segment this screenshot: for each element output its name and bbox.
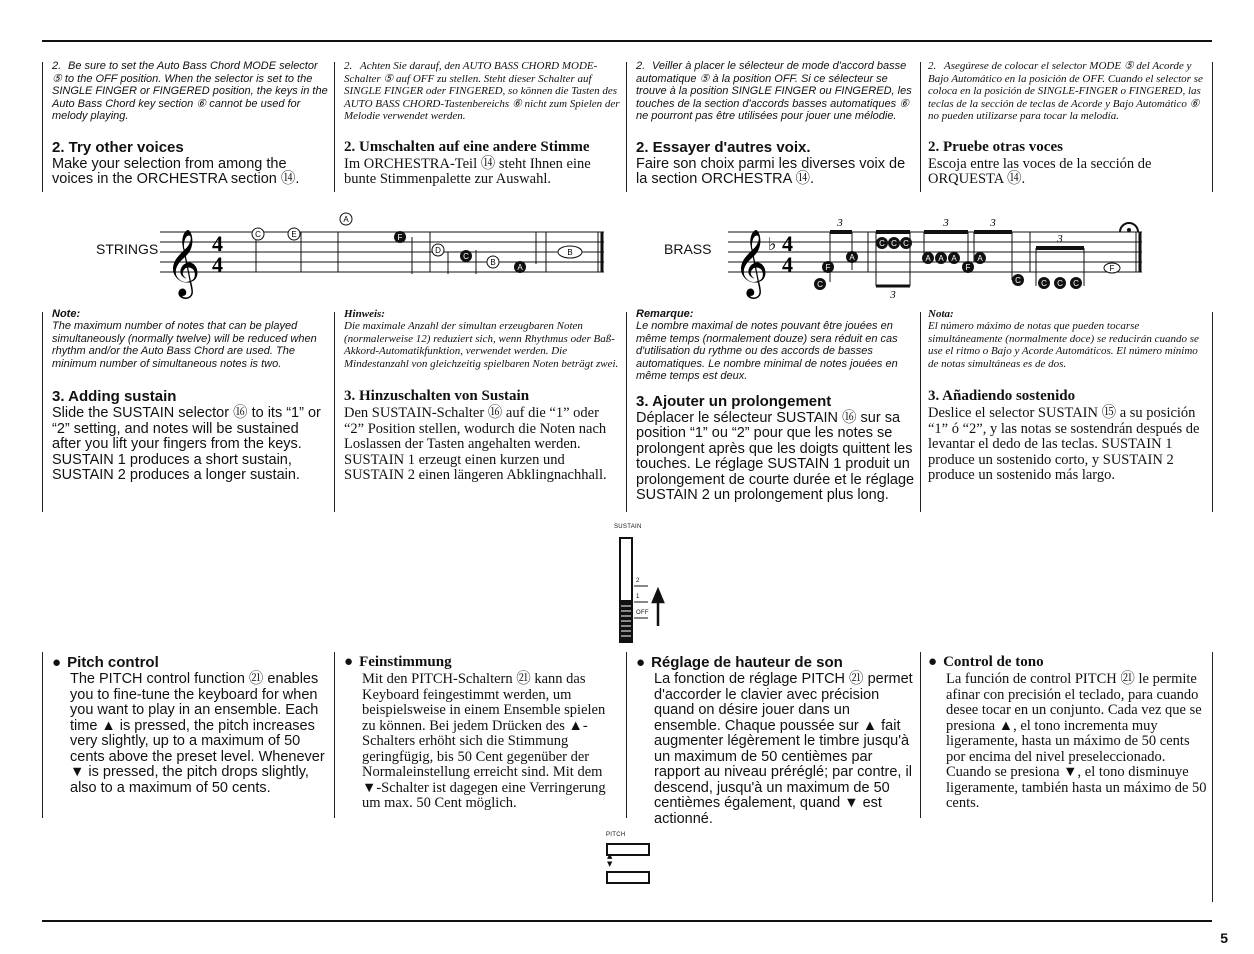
column-divider: [920, 62, 921, 192]
bullet-icon: ●: [344, 654, 354, 670]
note-name: F: [965, 263, 971, 272]
note-name: A: [925, 254, 931, 263]
french-body: Faire son choix parmi les diverses voix de la section ORCHESTRA ⑭.: [636, 155, 906, 187]
note-name: C: [1041, 279, 1047, 288]
spanish-column-pitch: [928, 654, 1208, 812]
german-column-sustain: [344, 308, 622, 484]
english-body: The PITCH control function ㉑ enables you to fine-tune the keyboard for when you want to play in an ensemble. Each time ▲ is pressed, the pitch increases very slightly, up to a maximum of 50 cents above the preset level. Whenever ▼ is pressed, the pitch drops slightly, also to a maximum of 50 cents.: [70, 671, 325, 796]
column-divider: [42, 62, 43, 192]
spanish-heading: 2. Pruebe otras voces: [928, 138, 1063, 155]
spanish-column-voices: [928, 60, 1208, 188]
spanish-column-sustain: [928, 308, 1208, 484]
note-name: A: [343, 215, 349, 224]
german-heading: 2. Umschalten auf eine andere Stimme: [344, 138, 590, 155]
spanish-body: Deslice el selector SUSTAIN ⑮ a su posición “1” ó “2”, y las notas se sostendrán después de levantar el dedo de las teclas. SUSTAIN 1 produce un sostenido corto, y SUSTAIN 2 produce un sostenido más largo.: [928, 405, 1200, 483]
column-divider: [626, 652, 627, 818]
brass-staff: [728, 210, 1148, 306]
note-name: C: [1015, 276, 1021, 285]
english-column-sustain: [52, 308, 330, 484]
flat-icon: ♭: [768, 234, 777, 255]
column-divider: [920, 652, 921, 818]
treble-clef-icon: 𝄞: [166, 228, 201, 296]
english-note: The maximum number of notes that can be played simultaneously (normally twelve) will be reduced when rhythm and/or the Auto Bass Chord are used. The minimum number of simultaneous notes is two.: [52, 320, 317, 370]
column-divider: [42, 652, 43, 818]
spanish-body: Escoja entre las voces de la sección de ORQUESTA ⑭.: [928, 155, 1152, 187]
note-name: C: [817, 280, 823, 289]
english-column-voices: [52, 60, 330, 188]
strings-staff: [160, 212, 610, 302]
note-name: C: [891, 239, 897, 248]
pitch-down-button: [606, 871, 650, 884]
note-name: C: [903, 239, 909, 248]
note-label: Hinweis:: [344, 308, 385, 320]
sustain-position: 1: [636, 594, 640, 600]
french-column-sustain: [636, 308, 916, 504]
brass-label: BRASS: [664, 241, 712, 257]
note-name: D: [435, 246, 441, 255]
time-signature-bottom: 4: [212, 252, 223, 277]
note-name: C: [1073, 279, 1079, 288]
column-divider: [1212, 62, 1213, 192]
french-body: La fonction de réglage PITCH ㉑ permet d'accorder le clavier avec précision quand on désire jouer dans un ensemble. Chaque poussée sur ▲ fait augmenter légèrement le timbre jusqu'à un maximum de 50 centièmes par rapport au niveau préréglé; par contre, il descend, jusqu'à un maximum de 50 centièmes également, quand ▼ est actionné.: [654, 671, 913, 827]
french-column-pitch: [636, 654, 916, 827]
sustain-label: SUSTAIN: [614, 524, 642, 530]
time-signature-top: 4: [212, 231, 223, 256]
time-signature-bottom: 4: [782, 252, 793, 277]
triplet-mark: 3: [837, 217, 843, 229]
column-divider: [334, 62, 335, 192]
bullet-icon: ●: [52, 654, 62, 671]
column-divider: [42, 312, 43, 512]
german-body: Mit den PITCH-Schaltern ㉑ kann das Keyboard feingestimmt werden, um beispielsweise in einem Ensemble spielen zu können. Bei jedem Drücken des ▲-Schalters erhöht sich die Stimmung geringfügig, bis 50 Cent gegenüber der Normaleinstellung erreicht sind. Mit dem ▼-Schalter ist dagegen eine Verringerung um max. 50 Cent möglich.: [362, 671, 606, 811]
note-name: F: [825, 263, 831, 272]
top-rule: [42, 40, 1212, 42]
column-divider: [626, 312, 627, 512]
french-heading: ● Réglage de hauteur de son: [636, 654, 843, 671]
pitch-up-arrow-icon: ▲: [607, 852, 613, 860]
french-heading: 3. Ajouter un prolongement: [636, 392, 832, 410]
german-note: 2. Achten Sie darauf, den AUTO BASS CHORD MODE-Schalter ⑤ auf OFF zu stellen. Steht dieser Schalter auf SINGLE FINGER oder FINGERED, so können die Tasten des AUTO BASS CHORD-Tastenbereichs ⑥ nicht zum Spielen der Melodie verwendet werden.: [344, 60, 620, 122]
german-heading: 3. Hinzuschalten von Sustain: [344, 388, 530, 404]
note-name: C: [255, 230, 261, 239]
note-name: E: [291, 230, 297, 239]
french-note: 2. Veiller à placer le sélecteur de mode d'accord basse automatique ⑤ à la position OFF. Si ce sélecteur se trouve à la position SINGLE FINGER ou FINGERED, les touches de la section d'accords basses automatiques ⑥ ne pourront pas être utilisées pour jouer une mélodie.: [636, 60, 912, 122]
sustain-diagram: [614, 524, 674, 644]
treble-clef-icon: 𝄞: [734, 228, 769, 296]
pitch-label: PITCH: [606, 832, 626, 838]
english-column-pitch: [52, 654, 330, 796]
column-divider: [1212, 652, 1213, 902]
column-divider: [334, 652, 335, 818]
note-name: B: [567, 248, 573, 257]
note-label: Note:: [52, 308, 81, 320]
triplet-mark: 3: [943, 217, 949, 229]
english-body: Make your selection from among the voices in the ORCHESTRA section ⑭.: [52, 155, 300, 187]
french-column-voices: [636, 60, 916, 188]
note-name: A: [849, 253, 855, 262]
column-divider: [920, 312, 921, 512]
bullet-icon: ●: [636, 654, 646, 671]
triplet-mark: 3: [890, 289, 896, 301]
english-heading: ● Pitch control: [52, 654, 159, 671]
spanish-body: La función de control PITCH ㉑ le permite afinar con precisión el teclado, para cuando desee tocar en un conjunto. Cada vez que se presiona ▲, el tono incrementa muy ligeramente, hasta un máximo de 50 cents por encima del nivel preseleccionado. Cuando se presiona ▼, el tono disminuye ligeramente, también hasta un máximo de 50 cents.: [946, 671, 1207, 811]
spanish-heading: 3. Añadiendo sostenido: [928, 388, 1076, 404]
strings-label: STRINGS: [96, 241, 159, 257]
sustain-position: 2: [636, 578, 640, 584]
french-body: Déplacer le sélecteur SUSTAIN ⑯ sur sa position “1” ou “2” pour que les notes se prolongent après que les doigts quittent les touches. Le réglage SUSTAIN 1 produit un prolongement de courte durée et le réglage SUSTAIN 2 un prolongement plus long.: [636, 409, 915, 503]
german-body: Im ORCHESTRA-Teil ⑭ steht Ihnen eine bunte Stimmenpalette zur Auswahl.: [344, 155, 591, 187]
english-heading: 3. Adding sustain: [52, 388, 177, 405]
bottom-rule: [42, 920, 1212, 922]
note-name: C: [463, 252, 469, 261]
english-heading: 2. Try other voices: [52, 138, 184, 156]
column-divider: [1212, 312, 1213, 512]
time-signature-top: 4: [782, 231, 793, 256]
spanish-note: 2. Asegúrese de colocar el selector MODE ⑤ del Acorde y Bajo Automático en la posición de OFF. Cuando el selector se coloca en la posición de SINGLE-FINGER o FINGERED, las teclas de la sección de teclas de Acorde y Bajo Automático ⑥ no pueden utilizarse para tocar la melodía.: [928, 60, 1203, 122]
triplet-mark: 3: [990, 217, 996, 229]
note-name: A: [938, 254, 944, 263]
triplet-mark: 3: [1057, 233, 1063, 245]
note-label: Remarque:: [636, 308, 694, 320]
spanish-note: El número máximo de notas que pueden tocarse simultáneamente (normalmente doce) se reducirán cuando se use el ritmo o Bajo y Acorde Automáticos. El número mínimo de notas simultáneas es de dos.: [928, 320, 1199, 370]
column-divider: [626, 62, 627, 192]
spanish-heading: ● Control de tono: [928, 654, 1044, 670]
bullet-icon: ●: [928, 654, 938, 670]
french-heading: 2. Essayer d'autres voix.: [636, 138, 811, 156]
note-name: F: [1109, 264, 1115, 273]
german-body: Den SUSTAIN-Schalter ⑯ auf die “1” oder “2” Position stellen, wodurch die Noten nach Loslassen der Tasten angehalten werden. SUSTAIN 1 erzeugt einen kurzen und SUSTAIN 2 einen längeren Abklingnachhall.: [344, 405, 607, 483]
french-note: Le nombre maximal de notes pouvant être jouées en même temps (normalement douze) sera réduit en cas d'utilisation du rythme ou des accords de basses automatiques. Le nombre minimal de notes jouées en même temps est deux.: [636, 320, 898, 382]
up-arrow-icon: [653, 590, 663, 626]
page-number: 5: [1220, 930, 1228, 946]
pitch-down-arrow-icon: ▼: [607, 860, 613, 868]
english-note: 2. Be sure to set the Auto Bass Chord MODE selector ⑤ to the OFF position. When the selector is set to the SINGLE FINGER or FINGERED position, the keys in the Auto Bass Chord key section ⑥ cannot be used for melody playing.: [52, 60, 328, 122]
pitch-diagram: [606, 832, 658, 888]
pitch-up-button: [606, 843, 650, 856]
note-name: B: [490, 258, 496, 267]
sustain-position: OFF: [636, 610, 649, 616]
note-name: C: [1057, 279, 1063, 288]
note-name: A: [977, 254, 983, 263]
german-column-voices: [344, 60, 622, 188]
english-body: Slide the SUSTAIN selector ⑯ to its “1” or “2” setting, and notes will be sustained after you lift your fingers from the keys. SUSTAIN 1 produces a short sustain, SUSTAIN 2 produces a longer sustain.: [52, 405, 321, 483]
note-label: Nota:: [928, 308, 954, 320]
note-name: F: [397, 233, 403, 242]
note-name: C: [879, 239, 885, 248]
german-note: Die maximale Anzahl der simultan erzeugbaren Noten (normalerweise 12) reduziert sich, wenn Rhythmus oder Baß-Akkord-Automatikfunktion, verwendet werden. Die Mindestanzahl von gleichzeitig spielbaren Noten beträgt zwei.: [344, 320, 619, 370]
note-name: A: [517, 263, 523, 272]
german-heading: ● Feinstimmung: [344, 654, 452, 670]
german-column-pitch: [344, 654, 622, 812]
column-divider: [334, 312, 335, 512]
note-name: A: [951, 254, 957, 263]
